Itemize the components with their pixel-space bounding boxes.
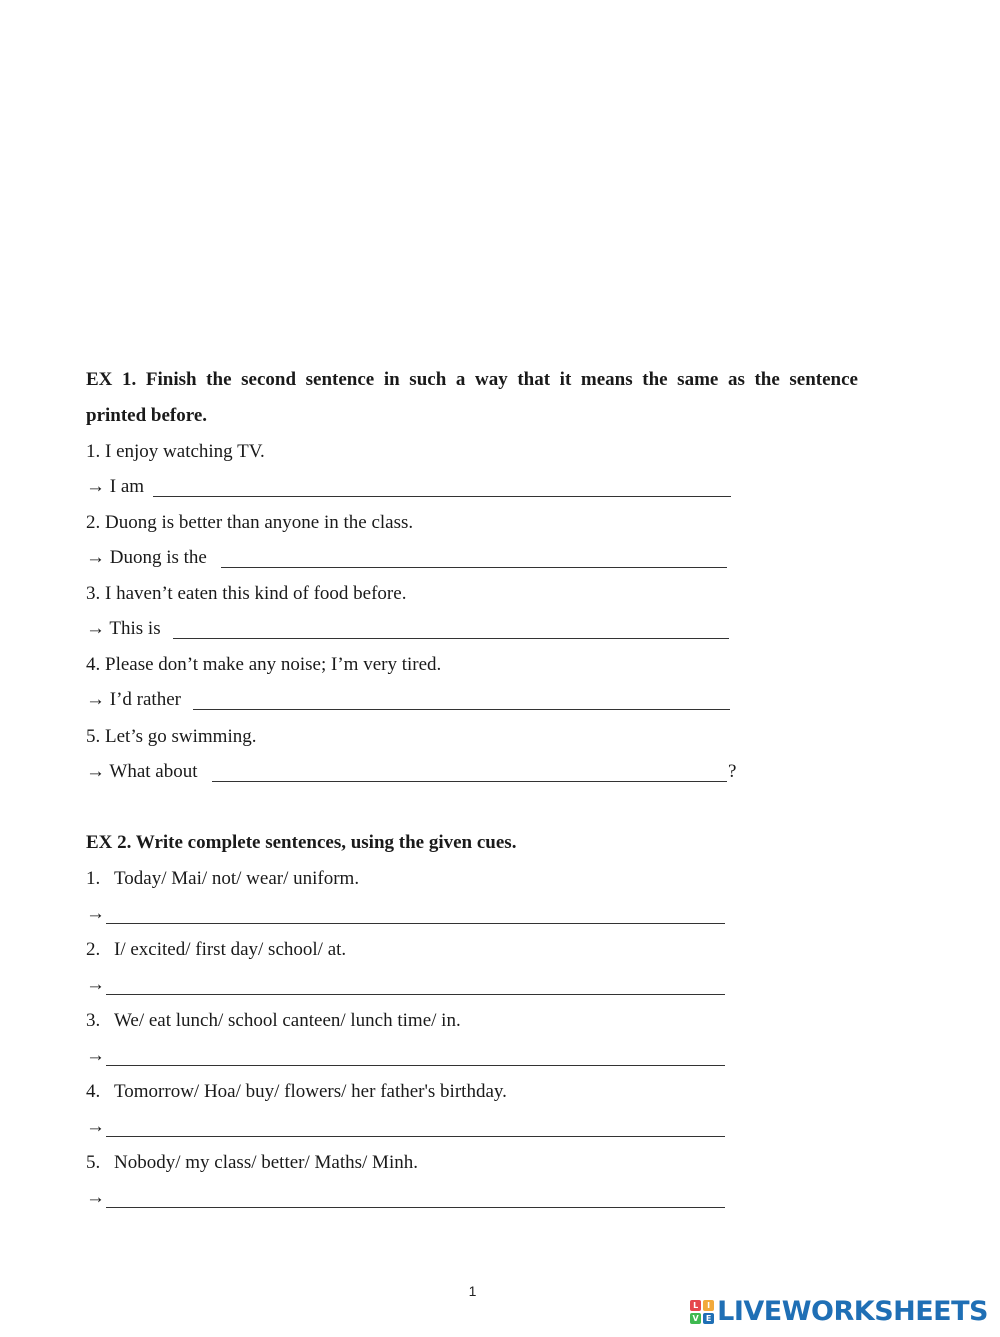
logo-letter-v: V <box>690 1313 701 1324</box>
ex1-answer-blank-5[interactable] <box>212 781 727 782</box>
ex2-heading: EX 2. Write complete sentences, using the given cues. <box>86 832 517 853</box>
page-number: 1 <box>468 1283 477 1299</box>
ex2-cue-1 <box>86 867 359 891</box>
ex1-answer-blank-4[interactable] <box>193 709 730 710</box>
ex2-cue-text: Nobody/ my class/ better/ Maths/ Minh. <box>114 1152 418 1173</box>
ex1-sentence-1: 1. I enjoy watching TV. <box>86 441 265 462</box>
ex2-answer-blank-1[interactable] <box>106 923 725 924</box>
ex2-cue-3 <box>86 1009 461 1033</box>
ex1-sentence-2: 2. Duong is better than anyone in the class. <box>86 512 414 533</box>
ex2-cue-text: Tomorrow/ Hoa/ buy/ flowers/ her father's birthday. <box>114 1081 507 1102</box>
ex1-sentence-5: 5. Let’s go swimming. <box>86 726 257 747</box>
ex1-heading-line1: EX 1. Finish the second sentence in such a way that it means the same as the sentence <box>86 369 858 390</box>
logo-letter-e: E <box>703 1313 714 1324</box>
ex2-arrow-5: → <box>86 1187 105 1208</box>
ex1-prompt-5: → What about <box>86 761 198 782</box>
ex1-heading-line2: printed before. <box>86 405 208 426</box>
ex1-sentence-3: 3. I haven’t eaten this kind of food before. <box>86 583 407 604</box>
ex2-arrow-4: → <box>86 1116 105 1137</box>
ex1-prompt-4: → I’d rather <box>86 689 181 710</box>
ex2-arrow-3: → <box>86 1045 105 1066</box>
ex2-cue-text: Today/ Mai/ not/ wear/ uniform. <box>114 868 360 889</box>
ex2-cue-number: 4. <box>86 1081 101 1102</box>
ex2-cue-text: We/ eat lunch/ school canteen/ lunch time/ in. <box>114 1010 461 1031</box>
ex2-cue-number: 5. <box>86 1152 101 1173</box>
liveworksheets-logo-icon <box>690 1300 714 1324</box>
ex1-answer-blank-2[interactable] <box>221 567 727 568</box>
ex2-answer-blank-5[interactable] <box>106 1207 725 1208</box>
ex2-cue-number: 1. <box>86 868 101 889</box>
ex2-cue-4 <box>86 1080 507 1104</box>
ex1-prompt-3: → This is <box>86 618 161 639</box>
ex1-question-mark-5: ? <box>728 761 737 782</box>
ex2-cue-2 <box>86 938 346 962</box>
ex2-answer-blank-4[interactable] <box>106 1136 725 1137</box>
logo-letter-l: L <box>690 1300 701 1311</box>
ex2-cue-number: 3. <box>86 1010 101 1031</box>
ex2-answer-blank-2[interactable] <box>106 994 725 995</box>
ex2-cue-text: I/ excited/ first day/ school/ at. <box>114 939 347 960</box>
ex1-answer-blank-3[interactable] <box>173 638 729 639</box>
ex1-sentence-4: 4. Please don’t make any noise; I’m very tired. <box>86 654 442 675</box>
ex1-prompt-2: → Duong is the <box>86 547 207 568</box>
ex1-prompt-1: → I am <box>86 476 145 497</box>
logo-letter-i: I <box>703 1300 714 1311</box>
ex1-answer-blank-1[interactable] <box>153 496 731 497</box>
ex2-arrow-1: → <box>86 903 105 924</box>
liveworksheets-brand-text: LIVEWORKSHEETS <box>717 1296 988 1327</box>
ex2-answer-blank-3[interactable] <box>106 1065 725 1066</box>
ex2-cue-number: 2. <box>86 939 101 960</box>
ex2-arrow-2: → <box>86 974 105 995</box>
liveworksheets-logo <box>690 1296 988 1327</box>
ex2-cue-5 <box>86 1151 418 1175</box>
